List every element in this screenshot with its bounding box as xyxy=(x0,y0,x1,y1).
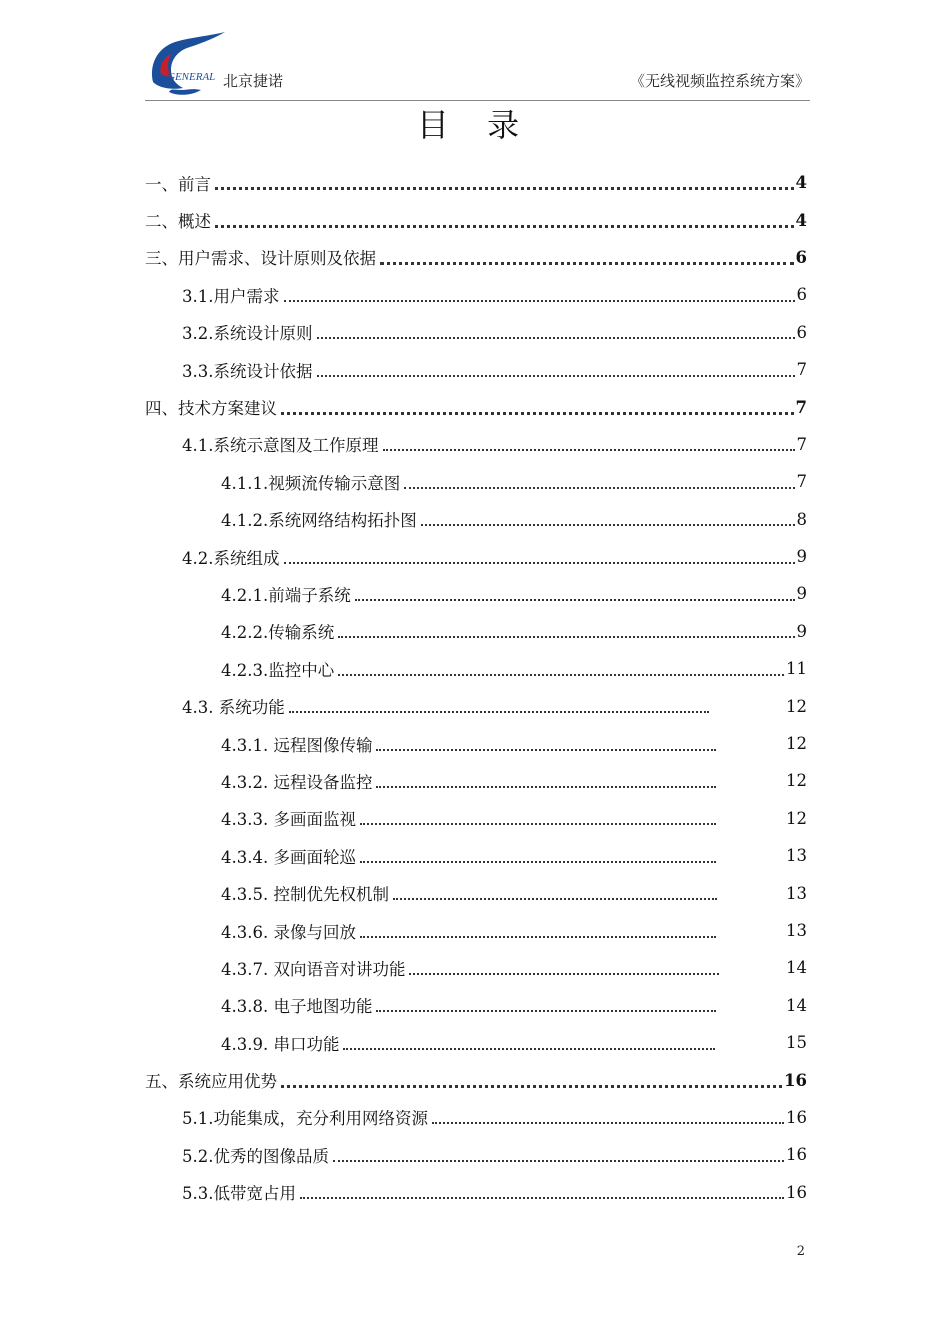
toc-entry[interactable]: 4.3.7. 双向语音对讲功能 14 xyxy=(221,958,807,979)
toc-entry[interactable]: 4.3.8. 电子地图功能 14 xyxy=(221,995,807,1017)
document-title: 《无线视频监控系统方案》 xyxy=(629,72,810,90)
toc-entry[interactable]: 5.3.低带宽占用 16 xyxy=(182,1182,807,1204)
toc-entry[interactable]: 5.2.优秀的图像品质 16 xyxy=(182,1145,807,1166)
toc-entry[interactable]: 4.2.1.前端子系统 9 xyxy=(221,584,807,605)
toc-entry[interactable]: 五、系统应用优势 16 xyxy=(145,1070,807,1092)
toc-entry[interactable]: 4.3.4. 多画面轮巡 13 xyxy=(221,846,807,867)
page-number: 2 xyxy=(796,1244,805,1259)
swordfish-logo-icon xyxy=(147,30,227,100)
company-name: 北京捷诺 xyxy=(223,72,284,90)
toc-entry[interactable]: 5.1.功能集成，充分利用网络资源 16 xyxy=(182,1107,807,1129)
toc-entry[interactable]: 4.2.3.监控中心 11 xyxy=(221,659,807,680)
toc-entry[interactable]: 4.1.系统示意图及工作原理 7 xyxy=(182,434,807,456)
table-of-contents xyxy=(145,164,807,1211)
toc-entry[interactable]: 三、用户需求、设计原则及依据 6 xyxy=(145,247,807,269)
toc-entry[interactable]: 四、技术方案建议 7 xyxy=(145,397,807,419)
toc-entry[interactable]: 3.2.系统设计原则 6 xyxy=(182,322,807,344)
toc-entry[interactable]: 4.3.1. 远程图像传输 12 xyxy=(221,734,807,755)
logo-text: GENERAL xyxy=(167,71,216,83)
toc-entry[interactable]: 4.1.1.视频流传输示意图 7 xyxy=(221,472,807,493)
toc-entry[interactable]: 4.3.5. 控制优先权机制 13 xyxy=(221,883,807,905)
toc-entry[interactable]: 一、前言 4 xyxy=(145,173,807,194)
toc-entry[interactable]: 4.3.2. 远程设备监控 12 xyxy=(221,771,807,792)
toc-entry[interactable]: 4.2.2.传输系统 9 xyxy=(221,621,807,643)
toc-heading: 目 录 xyxy=(416,106,534,144)
toc-entry[interactable]: 4.2.系统组成 9 xyxy=(182,547,807,568)
toc-entry[interactable]: 4.3.3. 多画面监视 12 xyxy=(221,808,807,830)
toc-entry[interactable]: 4.3.6. 录像与回放 13 xyxy=(221,921,807,942)
toc-entry[interactable]: 3.3.系统设计依据 7 xyxy=(182,360,807,381)
toc-entry[interactable]: 4.1.2.系统网络结构拓扑图 8 xyxy=(221,509,807,531)
toc-entry[interactable]: 4.3.9. 串口功能 15 xyxy=(221,1033,807,1054)
page-header xyxy=(145,30,810,102)
toc-entry[interactable]: 3.1.用户需求 6 xyxy=(182,285,807,306)
toc-entry[interactable]: 二、概述 4 xyxy=(145,210,807,232)
toc-entry[interactable]: 4.3. 系统功能 12 xyxy=(182,696,807,718)
